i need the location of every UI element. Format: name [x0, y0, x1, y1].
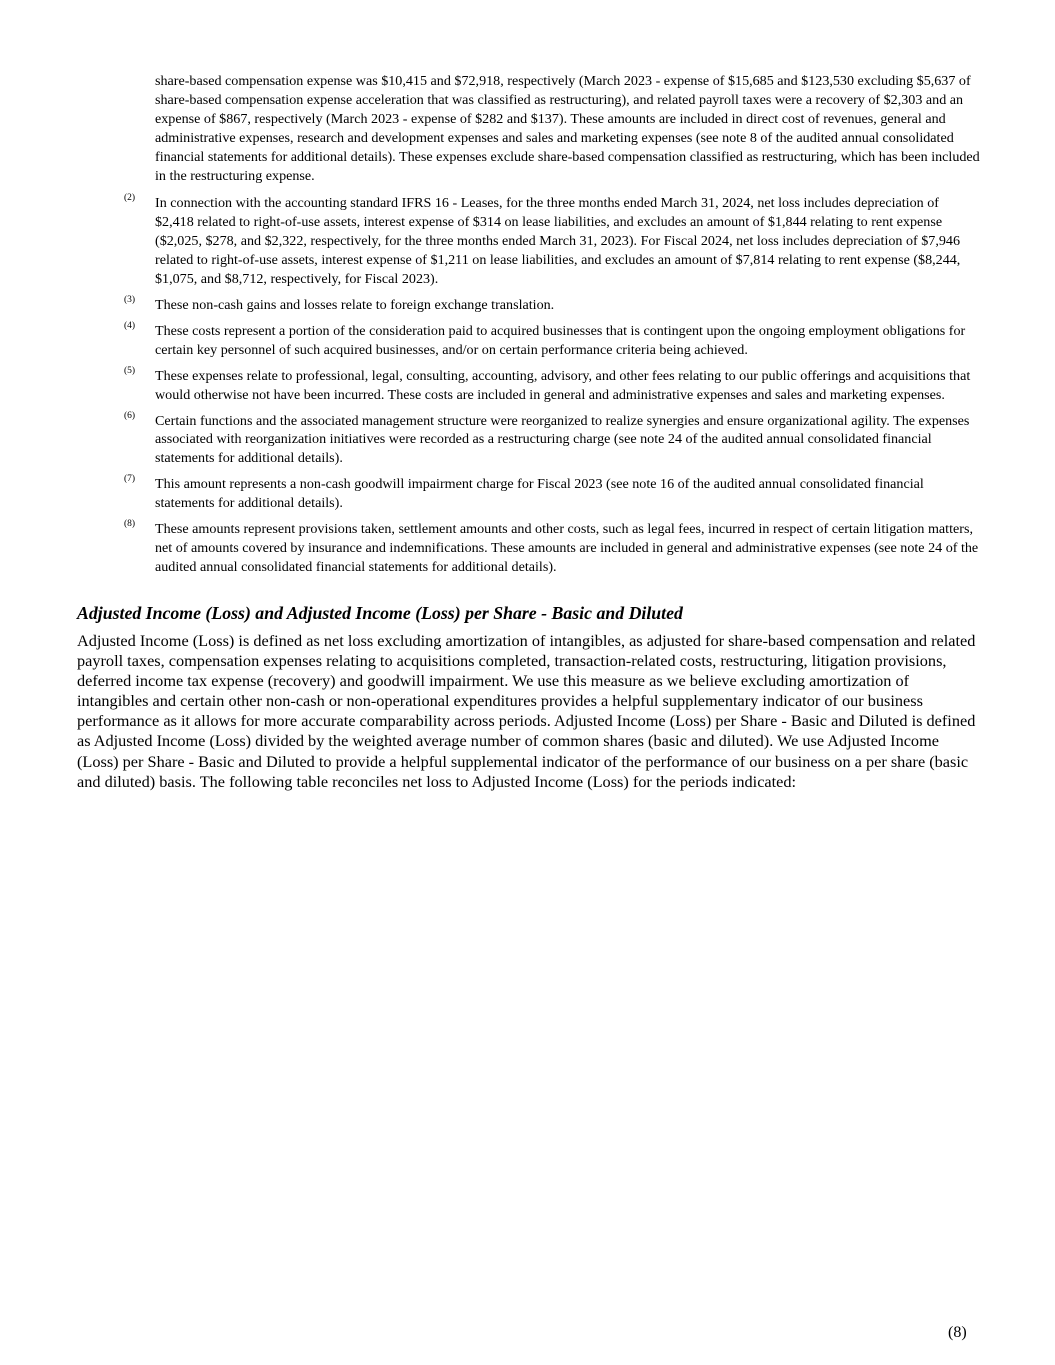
footnote-number: (6) — [124, 410, 136, 421]
footnote-2 — [121, 194, 981, 289]
footnote-3 — [121, 296, 981, 315]
section-heading: Adjusted Income (Loss) and Adjusted Income (Loss) per Share - Basic and Diluted — [77, 603, 683, 623]
footnote-text: Certain functions and the associated management structure were reorganized to realize synergies and ensure organizational agility. The expenses associated with reorganization initiatives were recorded as a restructuring charge (see note 24 of the audited annual consolidated financial statements for additional details). — [155, 412, 970, 467]
footnote-text: These costs represent a portion of the consideration paid to acquired businesses that is contingent upon the ongoing employment obligations for certain key personnel of such acquired businesses, and/or on certain performance criteria being achieved. — [155, 322, 966, 358]
footnote-number: (4) — [124, 320, 136, 331]
footnote-number: (8) — [124, 519, 136, 530]
footnote-4 — [121, 322, 981, 360]
page-number: (8) — [948, 1324, 967, 1341]
footnote-1-continuation — [121, 72, 981, 185]
footnote-text: These amounts represent provisions taken, settlement amounts and other costs, such as legal fees, incurred in respect of certain litigation matters, net of amounts covered by insurance and indemnifications. These amounts are included in general and administrative expenses (see note 24 of the audited annual consolidated financial statements for additional details). — [155, 521, 979, 575]
footnote-8 — [121, 520, 981, 577]
footnote-5 — [121, 367, 981, 405]
footnotes-list — [121, 72, 981, 584]
footnote-text: share-based compensation expense was $10,415 and $72,918, respectively (March 2023 - expense of $15,685 and $123,530 excluding $5,637 of share-based compensation expense acceleration that was classified as restructuring), and related payroll taxes were a recovery of $2,303 and an expense of $867, respectively (March 2023 - expense of $282 and $137). These amounts are included in direct cost of revenues, general and administrative expenses, research and development expenses and sales and marketing expenses (see note 8 of the audited annual consolidated financial statements for additional details). These expenses exclude share-based compensation classified as restructuring, which has been included in the restructuring expense. — [155, 73, 980, 184]
footnote-text: In connection with the accounting standard IFRS 16 - Leases, for the three months ended March 31, 2024, net loss includes depreciation of $2,418 related to right-of-use assets, interest expense of $314 on lease liabilities, and excludes an amount of $1,844 relating to rent expense ($2,025, $278, and $2,322, respectively, for the three months ended March 31, 2023). For Fiscal 2024, net loss includes depreciation of $7,946 related to right-of-use assets, interest expense of $1,211 on lease liabilities, and excludes an amount of $7,814 relating to rent expense ($8,244, $1,075, and $8,712, respectively, for Fiscal 2023). — [155, 195, 961, 288]
footnote-number: (3) — [124, 294, 136, 305]
footnote-number: (2) — [124, 193, 136, 204]
footnote-number: (7) — [124, 474, 136, 485]
footnote-number: (5) — [124, 365, 136, 376]
footnote-6 — [121, 412, 981, 469]
footnote-7 — [121, 475, 981, 513]
footnote-text: These non-cash gains and losses relate to foreign exchange translation. — [155, 296, 555, 313]
footnote-text: These expenses relate to professional, legal, consulting, accounting, advisory, and other fees relating to our public offerings and acquisitions that would otherwise not have been incurred. These costs are included in general and administrative expenses and sales and marketing expenses. — [155, 367, 971, 403]
footnote-text: This amount represents a non-cash goodwill impairment charge for Fiscal 2023 (see note 16 of the audited annual consolidated financial statements for additional details). — [155, 476, 924, 512]
section-paragraph: Adjusted Income (Loss) is defined as net loss excluding amortization of intangibles, as adjusted for share-based compensation and related payroll taxes, compensation expenses relating to acquisitions completed, transaction-related costs, restructuring, litigation provisions, deferred income tax expense (recovery) and goodwill impairment. We use this measure as we believe excluding amortization of intangibles and certain other non-cash or non-operational expenditures provides a helpful supplementary indicator of our business performance as it allows for more accurate comparability across periods. Adjusted Income (Loss) per Share - Basic and Diluted is defined as Adjusted Income (Loss) divided by the weighted average number of common shares (basic and diluted). We use Adjusted Income (Loss) per Share - Basic and Diluted to provide a helpful supplemental indicator of the performance of our business on a per share (basic and diluted) basis. The following table reconciles net loss to Adjusted Income (Loss) for the periods indicated: — [77, 631, 976, 791]
